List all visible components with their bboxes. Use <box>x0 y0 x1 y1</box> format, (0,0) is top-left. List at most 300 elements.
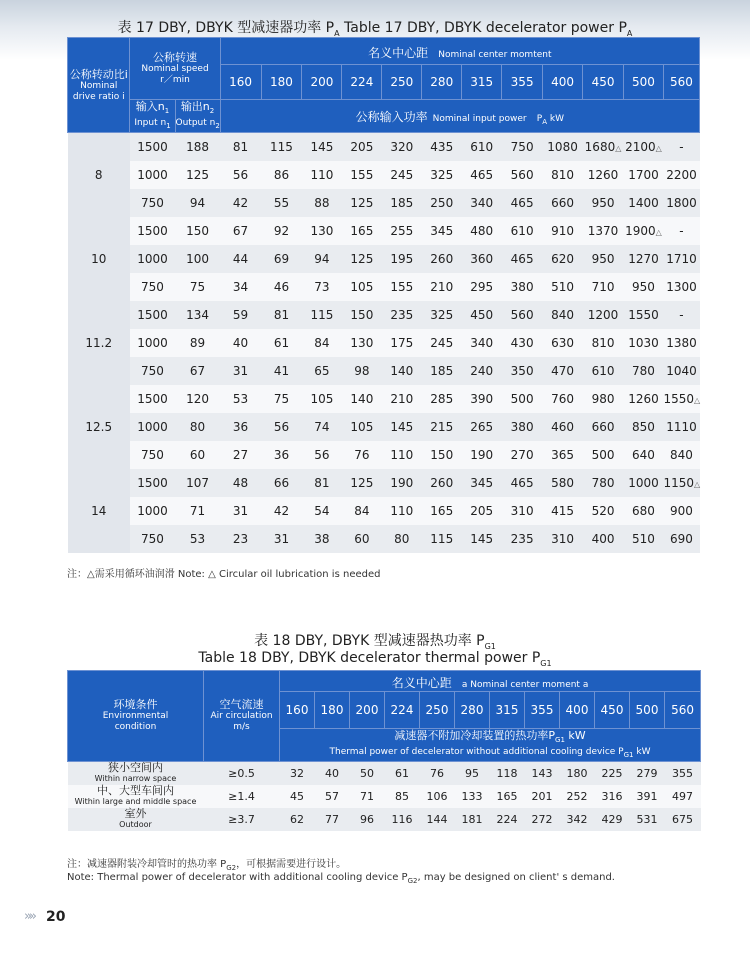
power-value: 390 <box>470 392 494 406</box>
output-speed-cell: 120 <box>175 385 220 413</box>
power-cell <box>583 245 624 273</box>
power-cell <box>261 217 302 245</box>
power-cell <box>220 497 261 525</box>
power-value: 215 <box>430 420 454 434</box>
power-cell <box>624 469 664 497</box>
power-value: 560 <box>510 168 534 182</box>
power-cell <box>502 217 543 245</box>
power-cell <box>342 301 382 329</box>
thermal-cell: 316 <box>595 785 630 808</box>
power-value: 610 <box>510 224 534 238</box>
power-value: 165 <box>350 224 374 238</box>
power-value: 1370 <box>587 224 619 238</box>
power-cell <box>583 357 624 385</box>
power-cell <box>624 497 664 525</box>
power-cell <box>302 469 342 497</box>
power-cell <box>583 161 624 189</box>
power-value: 1260 <box>587 168 619 182</box>
power-cell <box>220 441 261 469</box>
power-value: 610 <box>591 364 615 378</box>
power-value: 435 <box>430 140 454 154</box>
power-cell <box>261 441 302 469</box>
power-value: 380 <box>510 420 534 434</box>
table-row <box>68 808 701 831</box>
power-value: - <box>679 140 684 154</box>
air-speed-cell: ≥0.5 <box>204 761 280 785</box>
power-cell <box>382 245 422 273</box>
power-value: 620 <box>551 252 575 266</box>
power-cell <box>663 357 699 385</box>
power-cell <box>543 245 583 273</box>
power-cell <box>220 133 261 162</box>
power-cell <box>422 413 462 441</box>
table-row <box>68 525 700 553</box>
thermal-cell: 71 <box>350 785 385 808</box>
table-row <box>68 245 700 273</box>
power-cell <box>543 357 583 385</box>
power-cell <box>422 497 462 525</box>
power-value: 185 <box>430 364 454 378</box>
power-value: 580 <box>551 476 575 490</box>
table18-caption-en: Table 18 DBY, DBYK decelerator thermal power $P_{G1}$ <box>198 650 552 668</box>
power-cell <box>342 329 382 357</box>
thermal-cell: 225 <box>595 761 630 785</box>
power-cell <box>422 469 462 497</box>
power-cell <box>382 301 422 329</box>
power-value: 75 <box>273 392 290 406</box>
table-row <box>68 441 700 469</box>
power-cell <box>302 245 342 273</box>
input-speed-cell: 1000 <box>130 245 175 273</box>
table18-thermal-power <box>67 670 701 831</box>
power-value: 190 <box>470 448 494 462</box>
power-value: 840 <box>670 448 693 462</box>
power-value: 31 <box>273 532 290 546</box>
center-size-500: 500 <box>624 65 664 100</box>
power-value: 38 <box>314 532 330 546</box>
power-cell <box>422 161 462 189</box>
power-cell <box>583 189 624 217</box>
power-cell <box>583 329 624 357</box>
table-row <box>68 385 700 413</box>
power-cell <box>342 385 382 413</box>
power-cell <box>382 441 422 469</box>
power-cell <box>302 301 342 329</box>
center-size-450: 450 <box>583 65 624 100</box>
power-value: 1700 <box>628 168 659 182</box>
power-value: 88 <box>314 196 330 210</box>
power-cell <box>220 273 261 301</box>
triangle-icon: △ <box>615 144 622 153</box>
power-cell <box>302 133 342 162</box>
power-cell <box>220 301 261 329</box>
power-value: 500 <box>591 448 615 462</box>
power-cell <box>502 329 543 357</box>
power-value: 145 <box>310 140 334 154</box>
center-size-250: 250 <box>382 65 422 100</box>
power-cell <box>624 385 664 413</box>
table18-note-cn: 注：减速器附装冷却管时的热功率 $P_{G2}$，可根据需要进行设计。 <box>67 859 347 872</box>
power-cell <box>261 189 302 217</box>
power-value: 660 <box>551 196 575 210</box>
center-size-280: 280 <box>455 692 490 729</box>
power-cell <box>462 469 502 497</box>
power-cell <box>663 245 699 273</box>
power-value: 195 <box>390 252 414 266</box>
power-value: 155 <box>350 168 374 182</box>
power-value: 105 <box>350 420 374 434</box>
input-speed-cell: 1000 <box>130 329 175 357</box>
ratio-header: 公称转动比i Nominal drive ratio i <box>68 38 130 133</box>
power-cell <box>302 189 342 217</box>
power-cell <box>342 441 382 469</box>
power-cell <box>462 245 502 273</box>
center-distance-header: 名义中心距 Nominal center momtent <box>220 38 699 65</box>
input-speed-cell: 1500 <box>130 217 175 245</box>
table-row <box>68 189 700 217</box>
power-cell <box>382 385 422 413</box>
environment-cell <box>68 808 204 831</box>
power-value: 500 <box>510 392 534 406</box>
output-speed-cell: 94 <box>175 189 220 217</box>
power-cell <box>502 189 543 217</box>
power-value: 400 <box>591 532 615 546</box>
power-value: 980 <box>591 392 615 406</box>
center-size-400: 400 <box>543 65 583 100</box>
power-cell <box>502 469 543 497</box>
power-cell <box>382 217 422 245</box>
power-value: 1200 <box>587 308 619 322</box>
thermal-cell: 201 <box>525 785 560 808</box>
thermal-cell: 57 <box>315 785 350 808</box>
power-value: 780 <box>632 364 655 378</box>
center-size-355: 355 <box>502 65 543 100</box>
power-value: 81 <box>314 476 330 490</box>
power-cell <box>663 133 699 162</box>
power-value: 465 <box>510 196 534 210</box>
power-cell <box>261 469 302 497</box>
power-cell <box>342 161 382 189</box>
power-cell <box>462 413 502 441</box>
power-value: 210 <box>430 280 454 294</box>
power-cell <box>502 413 543 441</box>
table-row <box>68 161 700 189</box>
power-cell <box>663 525 699 553</box>
power-cell <box>543 273 583 301</box>
input-speed-cell: 750 <box>130 189 175 217</box>
input-speed-cell: 1000 <box>130 497 175 525</box>
power-value: 59 <box>232 308 249 322</box>
environment-cell <box>68 785 204 808</box>
power-value: 710 <box>591 280 615 294</box>
power-value: 55 <box>273 196 290 210</box>
power-cell <box>302 161 342 189</box>
power-cell <box>382 189 422 217</box>
ratio-cell: 8 <box>68 133 130 218</box>
power-cell <box>583 525 624 553</box>
power-cell <box>220 189 261 217</box>
power-cell <box>624 161 664 189</box>
power-cell <box>422 357 462 385</box>
power-cell <box>382 161 422 189</box>
power-cell <box>624 301 664 329</box>
power-value: 840 <box>551 308 575 322</box>
power-cell <box>663 161 699 189</box>
power-value: 23 <box>232 532 249 546</box>
power-cell <box>220 413 261 441</box>
thermal-cell: 429 <box>595 808 630 831</box>
power-value: 340 <box>470 196 494 210</box>
power-value: 76 <box>354 448 370 462</box>
thermal-cell: 272 <box>525 808 560 831</box>
power-cell <box>583 217 624 245</box>
power-cell <box>422 385 462 413</box>
table-row <box>68 761 701 785</box>
thermal-cell: 497 <box>665 785 701 808</box>
power-value: 190 <box>390 476 414 490</box>
power-value: 235 <box>510 532 534 546</box>
power-cell <box>220 161 261 189</box>
power-cell <box>583 301 624 329</box>
table-row <box>68 301 700 329</box>
power-cell <box>624 217 664 245</box>
power-value: 1300 <box>666 280 697 294</box>
power-cell <box>502 441 543 469</box>
power-value: 1680 <box>584 140 616 154</box>
power-value: 1900 <box>625 224 656 238</box>
power-value: 250 <box>430 196 454 210</box>
thermal-cell: 118 <box>490 761 525 785</box>
power-value: 105 <box>350 280 374 294</box>
power-value: 2100 <box>625 140 656 154</box>
power-cell <box>543 385 583 413</box>
power-cell <box>462 189 502 217</box>
power-value: 340 <box>470 336 494 350</box>
power-cell <box>302 329 342 357</box>
table-row <box>68 357 700 385</box>
power-cell <box>543 497 583 525</box>
power-cell <box>342 357 382 385</box>
power-cell <box>220 217 261 245</box>
thermal-cell: 77 <box>315 808 350 831</box>
power-cell <box>422 189 462 217</box>
power-cell <box>624 441 664 469</box>
power-cell <box>302 497 342 525</box>
power-value: 84 <box>314 336 330 350</box>
power-value: 265 <box>470 420 494 434</box>
power-cell <box>261 497 302 525</box>
power-cell <box>462 385 502 413</box>
power-value: 680 <box>632 504 655 518</box>
power-value: 41 <box>273 364 290 378</box>
power-cell <box>624 245 664 273</box>
power-value: 130 <box>310 224 334 238</box>
thermal-cell: 96 <box>350 808 385 831</box>
power-cell <box>663 497 699 525</box>
power-cell <box>422 245 462 273</box>
power-cell <box>543 525 583 553</box>
power-cell <box>462 133 502 162</box>
center-size-315: 315 <box>462 65 502 100</box>
power-value: 320 <box>390 140 414 154</box>
power-value: 155 <box>390 280 414 294</box>
center-size-200: 200 <box>302 65 342 100</box>
output-speed-cell: 75 <box>175 273 220 301</box>
output-speed-cell: 89 <box>175 329 220 357</box>
thermal-cell: 531 <box>630 808 665 831</box>
thermal-cell: 180 <box>560 761 595 785</box>
power-value: 1040 <box>666 364 697 378</box>
power-value: 210 <box>390 392 414 406</box>
power-value: 480 <box>470 224 494 238</box>
power-cell <box>302 525 342 553</box>
power-cell <box>583 133 624 162</box>
power-value: 2200 <box>666 168 697 182</box>
power-value: 260 <box>430 252 454 266</box>
power-value: 69 <box>273 252 290 266</box>
environment-cn: 中、大型车间内 <box>97 784 174 798</box>
power-cell <box>663 385 699 413</box>
center-size-250: 250 <box>420 692 455 729</box>
page-number: 20 <box>46 909 66 925</box>
table-row <box>68 329 700 357</box>
power-value: 56 <box>314 448 330 462</box>
power-cell <box>624 413 664 441</box>
power-cell <box>220 357 261 385</box>
power-value: 44 <box>232 252 249 266</box>
power-value: 73 <box>314 280 330 294</box>
power-cell <box>624 329 664 357</box>
power-value: 81 <box>232 140 249 154</box>
power-cell <box>342 525 382 553</box>
thermal-cell: 61 <box>385 761 420 785</box>
power-cell <box>261 385 302 413</box>
power-value: 470 <box>551 364 575 378</box>
power-cell <box>462 273 502 301</box>
thermal-cell: 40 <box>315 761 350 785</box>
power-cell <box>382 469 422 497</box>
power-cell <box>543 329 583 357</box>
environment-en: Within large and middle space <box>74 797 197 807</box>
power-value: 145 <box>390 420 414 434</box>
power-cell <box>543 413 583 441</box>
power-value: 325 <box>430 308 454 322</box>
power-cell <box>422 273 462 301</box>
power-cell <box>382 329 422 357</box>
power-value: 48 <box>232 476 249 490</box>
thermal-cell: 106 <box>420 785 455 808</box>
output-speed-header: 输出$n_2$ Output $n_2$ <box>175 100 220 133</box>
power-cell <box>663 189 699 217</box>
center-size-355: 355 <box>525 692 560 729</box>
power-cell <box>663 273 699 301</box>
power-cell <box>302 413 342 441</box>
input-speed-header: 输入$n_1$ Input $n_1$ <box>130 100 175 133</box>
power-cell <box>342 217 382 245</box>
power-cell <box>261 413 302 441</box>
power-value: 125 <box>350 476 374 490</box>
power-value: 92 <box>273 224 290 238</box>
input-speed-cell: 1500 <box>130 301 175 329</box>
power-cell <box>422 301 462 329</box>
thermal-cell: 116 <box>385 808 420 831</box>
power-value: 36 <box>232 420 249 434</box>
power-value: 465 <box>470 168 494 182</box>
thermal-cell: 675 <box>665 808 701 831</box>
center-size-315: 315 <box>490 692 525 729</box>
power-cell <box>382 357 422 385</box>
power-cell <box>624 525 664 553</box>
power-value: 465 <box>510 476 534 490</box>
table-row <box>68 785 701 808</box>
ratio-cell: 10 <box>68 217 130 301</box>
power-cell <box>462 329 502 357</box>
power-value: 245 <box>390 168 414 182</box>
power-value: 750 <box>510 140 534 154</box>
power-cell <box>502 245 543 273</box>
thermal-cell: 50 <box>350 761 385 785</box>
power-value: 285 <box>430 392 454 406</box>
power-value: 260 <box>430 476 454 490</box>
power-cell <box>302 357 342 385</box>
air-speed-cell: ≥3.7 <box>204 808 280 831</box>
input-power-header: 公称输入功率 Nominal input power $P_A$ kW <box>220 100 699 133</box>
power-cell <box>302 273 342 301</box>
power-cell <box>663 329 699 357</box>
power-cell <box>342 245 382 273</box>
ratio-cell: 12.5 <box>68 385 130 469</box>
power-cell <box>342 133 382 162</box>
power-cell <box>502 497 543 525</box>
power-value: 150 <box>350 308 374 322</box>
environment-cn: 室外 <box>124 807 147 821</box>
power-cell <box>220 329 261 357</box>
power-cell <box>261 329 302 357</box>
output-speed-cell: 60 <box>175 441 220 469</box>
input-speed-cell: 1000 <box>130 161 175 189</box>
power-cell <box>261 301 302 329</box>
center-size-160: 160 <box>280 692 315 729</box>
power-value: 910 <box>551 224 575 238</box>
power-value: 270 <box>510 448 534 462</box>
power-value: 365 <box>551 448 575 462</box>
power-cell <box>462 357 502 385</box>
power-value: 67 <box>232 224 249 238</box>
power-cell <box>382 133 422 162</box>
power-value: 140 <box>350 392 374 406</box>
power-value: 94 <box>314 252 330 266</box>
power-value: 1710 <box>666 252 697 266</box>
center-size-500: 500 <box>630 692 665 729</box>
center-size-224: 224 <box>385 692 420 729</box>
power-cell <box>261 525 302 553</box>
power-value: 74 <box>314 420 330 434</box>
thermal-cell: 391 <box>630 785 665 808</box>
power-cell <box>583 497 624 525</box>
power-value: 510 <box>551 280 575 294</box>
center-size-180: 180 <box>261 65 302 100</box>
power-cell <box>261 133 302 162</box>
power-cell <box>543 189 583 217</box>
power-value: 345 <box>430 224 454 238</box>
power-cell <box>422 525 462 553</box>
table17-caption: 表 17 DBY, DBYK 型减速器功率 $P_A$ Table 17 DBY, DBYK decelerator power $P_A$ <box>117 20 633 38</box>
center-size-400: 400 <box>560 692 595 729</box>
table-row <box>68 133 700 162</box>
output-speed-cell: 67 <box>175 357 220 385</box>
power-value: 235 <box>390 308 414 322</box>
power-value: 205 <box>470 504 494 518</box>
